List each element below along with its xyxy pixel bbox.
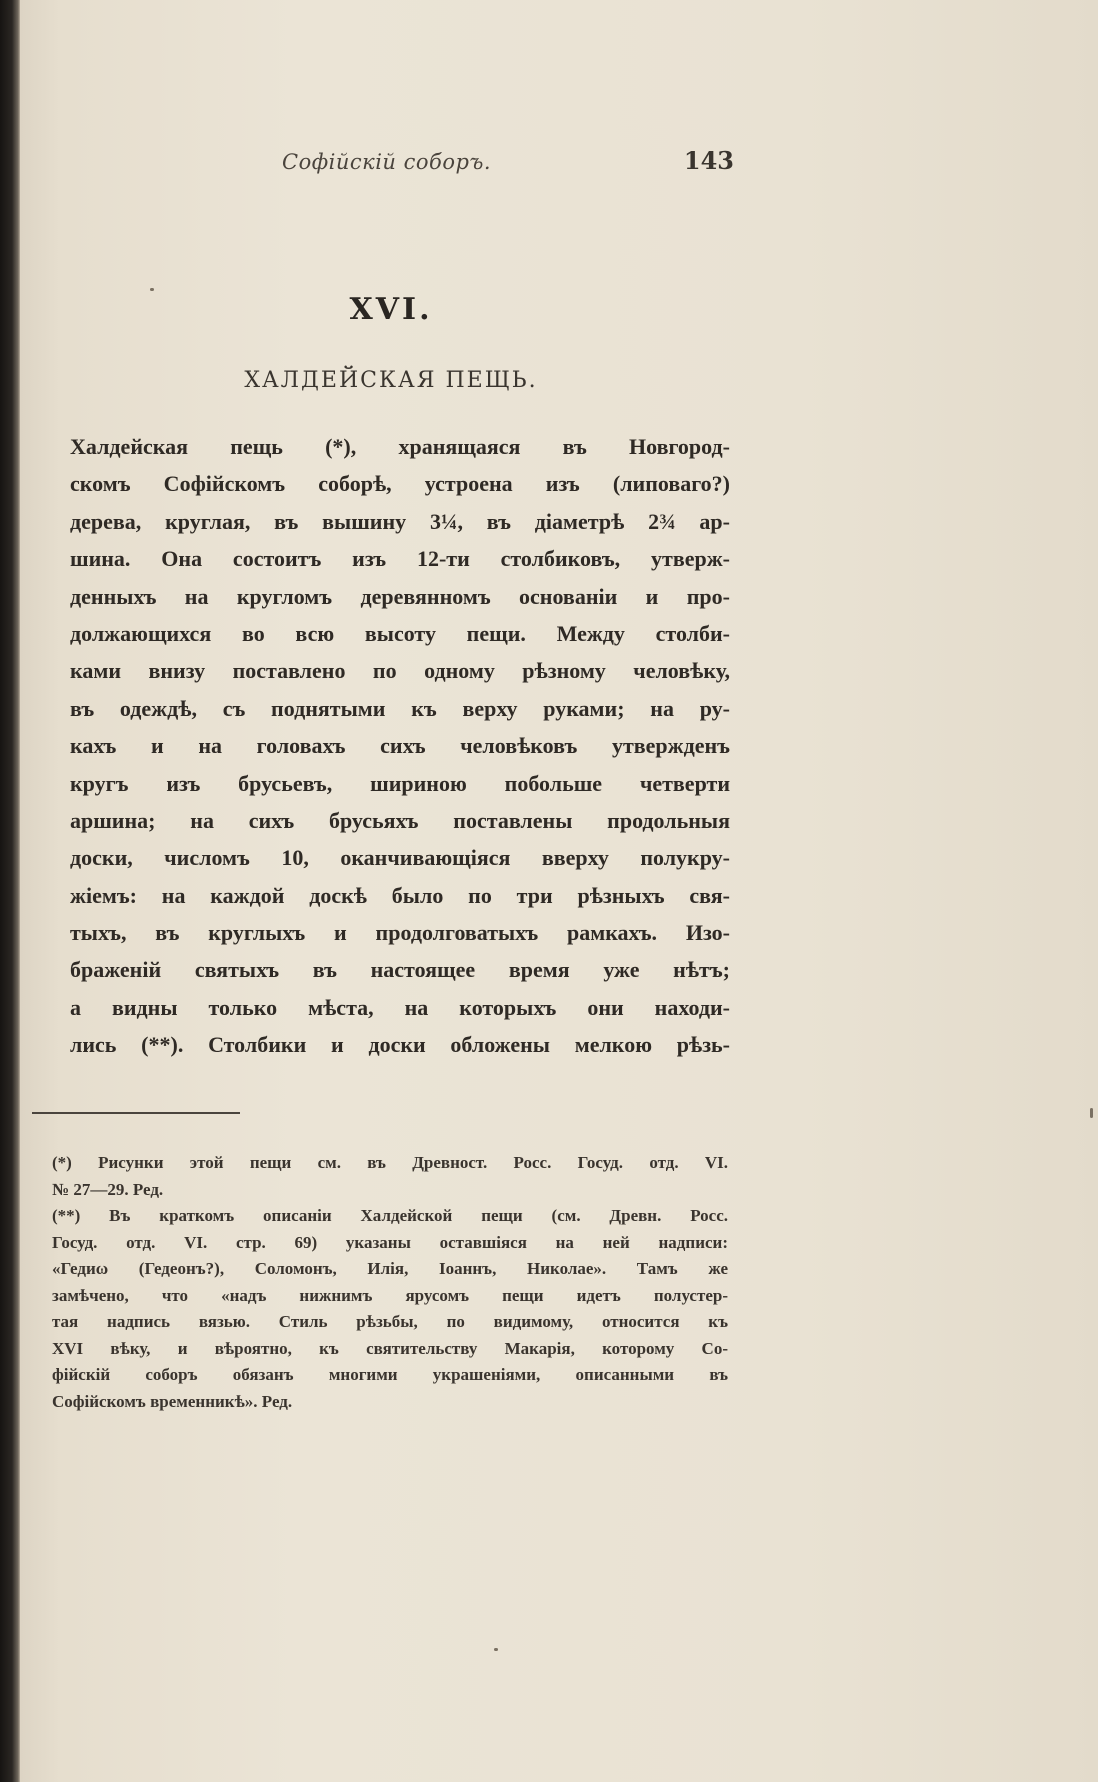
footnotes [52, 1150, 728, 1415]
footnote-line: № 27—29. Ред. [52, 1179, 164, 1199]
body-line: доски, числомъ 10, оканчивающіяся вверху полукру- [70, 845, 730, 871]
footnote-1 [52, 1150, 728, 1203]
body-line: жіемъ: на каждой доскѣ было по три рѣзныхъ свя- [70, 882, 730, 908]
running-title: Софійскій соборъ. [282, 150, 492, 174]
section-number: XVI. [349, 292, 433, 327]
running-head [160, 146, 740, 186]
body-line: Халдейская пещь (*), хранящаяся въ Новгород- [70, 434, 730, 459]
body-line: должающихся во всю высоту пещи. Между столби- [70, 620, 730, 646]
footnote-2 [52, 1203, 728, 1415]
body-line: денныхъ на кругломъ деревянномъ основаніи и про- [70, 583, 730, 609]
section-title: ХАЛДЕЙСКАЯ ПЕЩЬ. [244, 368, 538, 393]
footnote-line: XVI вѣку, и вѣроятно, къ святительству Макарія, которому Со- [52, 1338, 728, 1358]
body-line: лись (**). Столбики и доски обложены мелкою рѣзь- [70, 1032, 730, 1058]
body-line: кругъ изъ брусьевъ, шириною побольше четверти [70, 770, 730, 796]
body-text [70, 428, 730, 1064]
body-line: тыхъ, въ круглыхъ и продолговатыхъ рамкахъ. Изо- [70, 920, 730, 946]
book-spine-shadow [0, 0, 20, 1782]
body-line: аршина; на сихъ брусьяхъ поставлены продольныя [70, 807, 730, 833]
footnote-line: Госуд. отд. VI. стр. 69) указаны оставшіяся на ней надписи: [52, 1232, 728, 1252]
body-line: скомъ Софійскомъ соборѣ, устроена изъ (липоваго?) [70, 471, 730, 497]
footnote-rule [32, 1112, 240, 1114]
body-line: а видны только мѣста, на которыхъ они находи- [70, 994, 730, 1020]
paper-speck [494, 1648, 498, 1651]
footnote-line: (*) Рисунки этой пещи см. въ Древност. Росс. Госуд. отд. VI. [52, 1153, 728, 1172]
footnote-line: тая надпись вязью. Стиль рѣзьбы, по видимому, относится къ [52, 1312, 728, 1331]
body-line: въ одеждѣ, съ поднятыми къ верху руками; на ру- [70, 695, 730, 721]
footnote-line: «Гедиω (Гедеонъ?), Соломонъ, Илія, Іоаннъ, Николае». Тамъ же [52, 1259, 728, 1278]
body-line: дерева, круглая, въ вышину 3¼, въ діаметрѣ 2¾ ар- [70, 508, 730, 534]
body-line: браженій святыхъ въ настоящее время уже нѣтъ; [70, 957, 730, 983]
footnote-line: Софійскомъ временникѣ». Ред. [52, 1391, 293, 1411]
footnote-line: замѣчено, что «надъ нижнимъ ярусомъ пещи идетъ полустер- [52, 1285, 728, 1305]
paper-speck [150, 288, 154, 291]
body-line: шина. Она состоитъ изъ 12-ти столбиковъ, утверж- [70, 546, 730, 572]
body-line: ками внизу поставлено по одному рѣзному человѣку, [70, 658, 730, 684]
page-number: 143 [683, 146, 734, 175]
paper-speck [1090, 1108, 1093, 1118]
footnote-line: фійскій соборъ обязанъ многими украшеніями, описанными въ [52, 1365, 728, 1384]
body-line: кахъ и на головахъ сихъ человѣковъ утвержденъ [70, 733, 730, 759]
footnote-line: (**) Въ краткомъ описаніи Халдейской пещи (см. Древн. Росс. [52, 1206, 728, 1225]
